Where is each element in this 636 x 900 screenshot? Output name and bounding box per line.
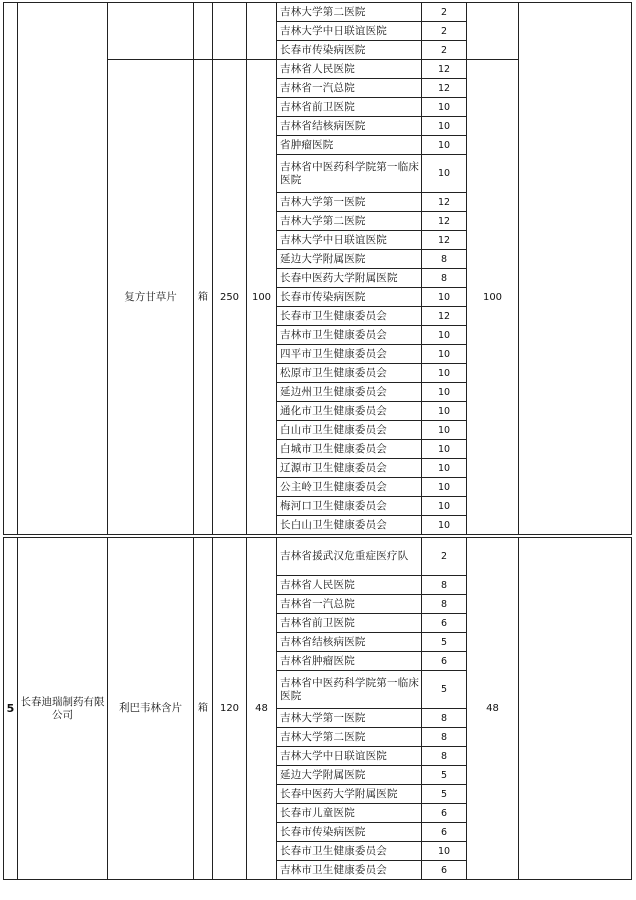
recipient-qty: 6 [422, 652, 467, 671]
recipient-qty: 12 [422, 60, 467, 79]
recipient-qty: 10 [422, 516, 467, 535]
recipient-qty: 10 [422, 842, 467, 861]
recipient-name: 吉林省结核病医院 [277, 633, 422, 652]
recipient-name: 吉林省援武汉危重症医疗队 [277, 538, 422, 576]
recipient-name: 长春市卫生健康委员会 [277, 842, 422, 861]
recipient-qty: 10 [422, 364, 467, 383]
recipient-name: 延边大学附属医院 [277, 766, 422, 785]
recipient-name: 吉林省前卫医院 [277, 98, 422, 117]
recipient-name: 梅河口卫生健康委员会 [277, 497, 422, 516]
recipient-name: 吉林市卫生健康委员会 [277, 326, 422, 345]
unit-cell [194, 3, 213, 60]
recipient-qty: 2 [422, 3, 467, 22]
recipient-qty: 5 [422, 671, 467, 709]
amount-cell: 48 [247, 538, 277, 880]
recipient-name: 松原市卫生健康委员会 [277, 364, 422, 383]
recipient-qty: 10 [422, 383, 467, 402]
recipient-name: 长春市卫生健康委员会 [277, 307, 422, 326]
recipient-name: 辽源市卫生健康委员会 [277, 459, 422, 478]
index-cell: 5 [4, 538, 18, 880]
amount-cell [247, 3, 277, 60]
recipient-qty: 10 [422, 440, 467, 459]
recipient-name: 吉林省一汽总院 [277, 595, 422, 614]
recipient-name: 吉林大学第一医院 [277, 193, 422, 212]
recipient-qty: 8 [422, 595, 467, 614]
recipient-qty: 10 [422, 497, 467, 516]
unit-cell: 箱 [194, 60, 213, 535]
recipient-qty: 2 [422, 22, 467, 41]
recipient-qty: 8 [422, 250, 467, 269]
recipient-name: 吉林市卫生健康委员会 [277, 861, 422, 880]
recipient-name: 四平市卫生健康委员会 [277, 345, 422, 364]
recipient-qty: 12 [422, 79, 467, 98]
product-cell: 利巴韦林含片 [108, 538, 194, 880]
total-cell [467, 3, 519, 60]
recipient-name: 延边州卫生健康委员会 [277, 383, 422, 402]
recipient-qty: 12 [422, 193, 467, 212]
table-row [4, 3, 632, 22]
allocation-table [3, 2, 632, 880]
recipient-name: 长春市传染病医院 [277, 41, 422, 60]
recipient-qty: 6 [422, 804, 467, 823]
recipient-name: 吉林省人民医院 [277, 60, 422, 79]
recipient-qty: 10 [422, 155, 467, 193]
recipient-qty: 5 [422, 766, 467, 785]
remark-cell [519, 538, 632, 880]
product-cell: 复方甘草片 [108, 60, 194, 535]
recipient-name: 公主岭卫生健康委员会 [277, 478, 422, 497]
recipient-name: 吉林省中医药科学院第一临床医院 [277, 155, 422, 193]
recipient-qty: 12 [422, 231, 467, 250]
recipient-name: 吉林省人民医院 [277, 576, 422, 595]
recipient-name: 吉林大学中日联谊医院 [277, 22, 422, 41]
recipient-qty: 6 [422, 861, 467, 880]
recipient-name: 白城市卫生健康委员会 [277, 440, 422, 459]
recipient-qty: 10 [422, 288, 467, 307]
recipient-qty: 2 [422, 41, 467, 60]
recipient-qty: 5 [422, 633, 467, 652]
recipient-qty: 8 [422, 269, 467, 288]
recipient-name: 吉林大学中日联谊医院 [277, 231, 422, 250]
recipient-qty: 8 [422, 576, 467, 595]
recipient-name: 吉林大学中日联谊医院 [277, 747, 422, 766]
recipient-name: 省肿瘤医院 [277, 136, 422, 155]
recipient-qty: 10 [422, 421, 467, 440]
recipient-qty: 6 [422, 823, 467, 842]
recipient-qty: 12 [422, 307, 467, 326]
recipient-name: 吉林省前卫医院 [277, 614, 422, 633]
recipient-qty: 10 [422, 459, 467, 478]
recipient-qty: 10 [422, 136, 467, 155]
product-cell [108, 3, 194, 60]
recipient-name: 长春市传染病医院 [277, 288, 422, 307]
recipient-qty: 8 [422, 728, 467, 747]
price-cell: 120 [213, 538, 247, 880]
recipient-name: 长春中医药大学附属医院 [277, 269, 422, 288]
company-cell [18, 3, 108, 535]
recipient-qty: 10 [422, 117, 467, 136]
remark-cell [519, 3, 632, 535]
recipient-name: 吉林大学第二医院 [277, 212, 422, 231]
recipient-name: 长春市传染病医院 [277, 823, 422, 842]
recipient-qty: 10 [422, 326, 467, 345]
recipient-qty: 8 [422, 747, 467, 766]
recipient-qty: 10 [422, 402, 467, 421]
recipient-name: 长春市儿童医院 [277, 804, 422, 823]
unit-cell: 箱 [194, 538, 213, 880]
amount-cell: 100 [247, 60, 277, 535]
recipient-name: 通化市卫生健康委员会 [277, 402, 422, 421]
recipient-name: 长白山卫生健康委员会 [277, 516, 422, 535]
recipient-qty: 12 [422, 212, 467, 231]
recipient-qty: 6 [422, 614, 467, 633]
recipient-name: 白山市卫生健康委员会 [277, 421, 422, 440]
recipient-qty: 8 [422, 709, 467, 728]
recipient-name: 吉林大学第二医院 [277, 3, 422, 22]
price-cell: 250 [213, 60, 247, 535]
recipient-qty: 10 [422, 345, 467, 364]
recipient-name: 吉林省肿瘤医院 [277, 652, 422, 671]
index-cell [4, 3, 18, 535]
recipient-qty: 2 [422, 538, 467, 576]
recipient-name: 吉林大学第一医院 [277, 709, 422, 728]
total-cell: 100 [467, 60, 519, 535]
recipient-name: 吉林省一汽总院 [277, 79, 422, 98]
recipient-qty: 10 [422, 98, 467, 117]
recipient-name: 吉林省结核病医院 [277, 117, 422, 136]
price-cell [213, 3, 247, 60]
recipient-name: 吉林大学第二医院 [277, 728, 422, 747]
table-row [4, 538, 632, 576]
total-cell: 48 [467, 538, 519, 880]
recipient-name: 延边大学附属医院 [277, 250, 422, 269]
recipient-qty: 10 [422, 478, 467, 497]
recipient-name: 长春中医药大学附属医院 [277, 785, 422, 804]
recipient-name: 吉林省中医药科学院第一临床医院 [277, 671, 422, 709]
company-cell: 长春迪瑞制药有限公司 [18, 538, 108, 880]
recipient-qty: 5 [422, 785, 467, 804]
